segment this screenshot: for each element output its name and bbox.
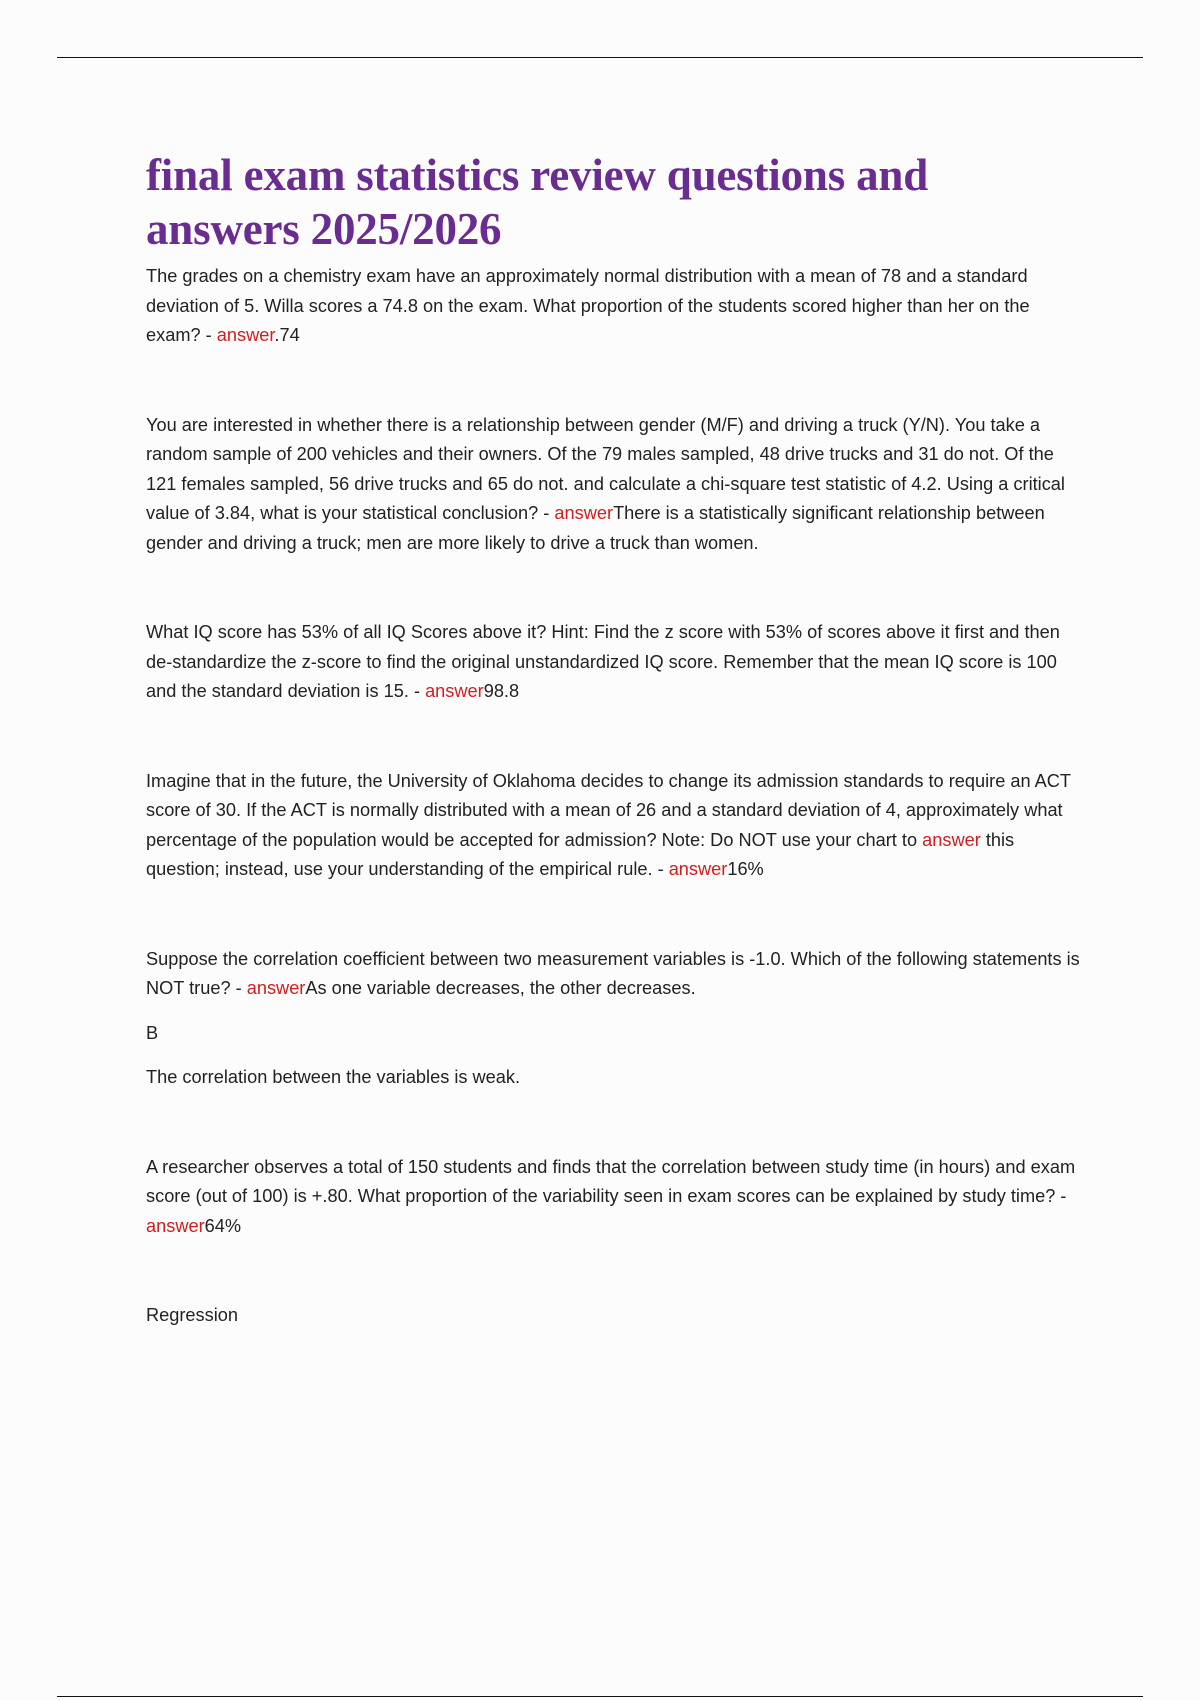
- document-title: final exam statistics review questions and answers 2025/2026: [146, 150, 929, 254]
- question-text: You are interested in whether there is a relationship between gender (M/F) and driving a truck (Y/N). You take a random sample of 200 vehicles and their owners. Of the 79 males sampled, 48 drive trucks and 31 do not. Of the 121 females sampled, 56 drive trucks and 65 do not. and calculate a chi-square test statistic of 4.2. Using a critical value of 3.84, what is your statistical conclusion? -: [146, 414, 1065, 523]
- qa-item-6: [146, 1153, 1086, 1242]
- qa-item-2: [146, 411, 1086, 559]
- question-text-part1: Imagine that in the future, the University of Oklahoma decides to change its admission standards to require an ACT score of 30. If the ACT is normally distributed with a mean of 26 and a standard deviation of 4, approximately what percentage of the population would be accepted for admission? Note: Do NOT use your chart to: [146, 770, 1071, 850]
- bottom-rule: [57, 1696, 1143, 1697]
- qa-item-1: [146, 262, 1086, 351]
- answer-text: 98.8: [483, 681, 520, 701]
- answer-text: 64%: [204, 1215, 242, 1236]
- answer-text: As one variable decreases, the other decreases.: [305, 978, 696, 998]
- qa-item-5: [146, 945, 1086, 1004]
- question-text: What IQ score has 53% of all IQ Scores above it? Hint: Find the z score with 53% of scores above it first and then de-standardize the z-score to find the original unstandardized IQ score. Remember that the mean IQ score is 100 and the standard deviation is 15. -: [146, 622, 1060, 701]
- qa-item-5-extra-line-1: B: [146, 1022, 159, 1043]
- question-text: Suppose the correlation coefficient between two measurement variables is -1.0. Which of the following statements is NOT true? -: [146, 948, 1080, 998]
- answer-label: answer: [216, 325, 275, 345]
- answer-text: 16%: [727, 859, 764, 879]
- qa-item-3: [146, 618, 1086, 707]
- qa-item-5-extra-line-2: The correlation between the variables is weak.: [146, 1067, 521, 1087]
- section-heading-regression: Regression: [146, 1305, 238, 1325]
- question-text: The grades on a chemistry exam have an approximately normal distribution with a mean of 78 and a standard deviation of 5. Willa scores a 74.8 on the exam. What proportion of the students scored higher than her on the exam? -: [146, 266, 1030, 345]
- question-text: A researcher observes a total of 150 students and finds that the correlation between study time (in hours) and exam score (out of 100) is +.80. What proportion of the variability seen in exam scores can be explained by study time? -: [146, 1156, 1076, 1206]
- answer-label: answer: [554, 503, 614, 523]
- answer-label: answer: [246, 978, 306, 998]
- answer-label: answer: [668, 859, 728, 879]
- answer-text: There is a statistically significant relationship between gender and driving a truck; men are more likely to drive a truck than women.: [146, 503, 1045, 553]
- top-rule: [57, 57, 1143, 58]
- answer-label: answer: [425, 681, 484, 701]
- qa-item-4: [146, 767, 1086, 885]
- answer-text: .74: [274, 325, 300, 345]
- answer-word-inline: answer: [922, 829, 981, 850]
- answer-label: answer: [146, 1215, 205, 1236]
- question-text-part2: this question; instead, use your understanding of the empirical rule. -: [146, 829, 1015, 879]
- document-body: [146, 148, 1086, 1331]
